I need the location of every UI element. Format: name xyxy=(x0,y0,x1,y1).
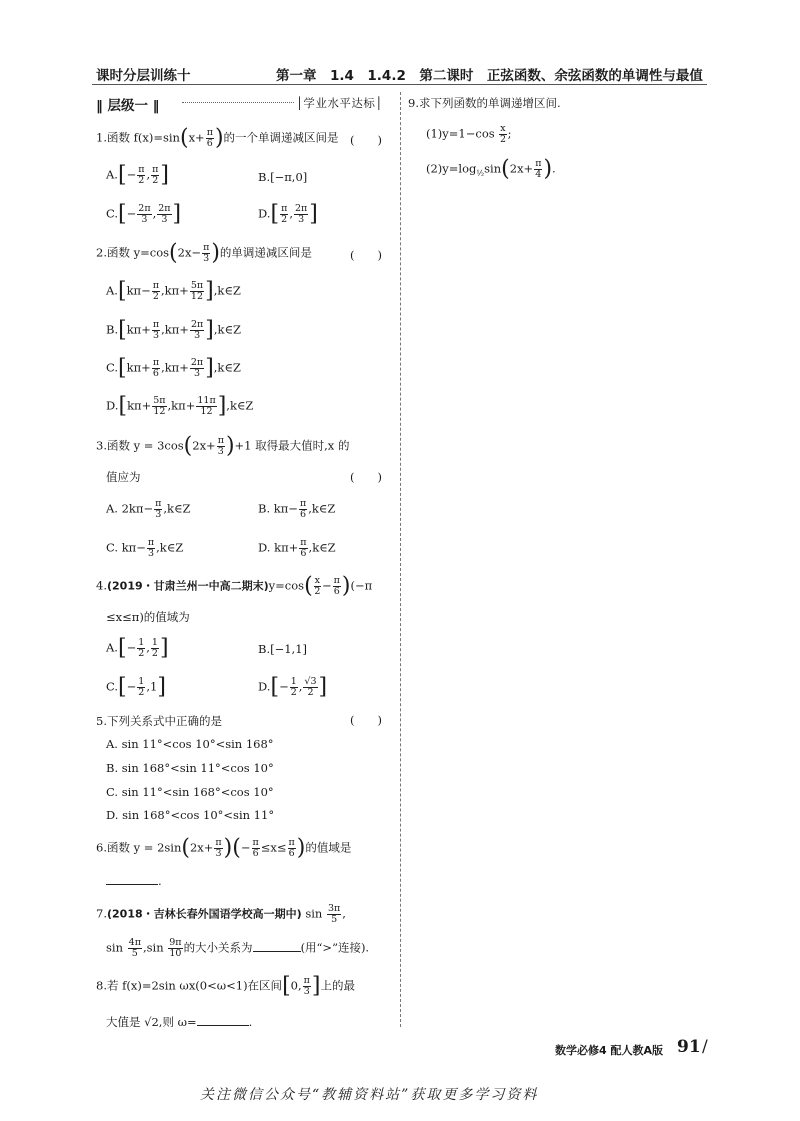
section-leader xyxy=(182,102,294,103)
question-4-option-a: A.[− $\frac{1}{2}$ , $\frac{1}{2}$ ] xyxy=(106,635,169,661)
question-3-option-d: D. kπ+ $\frac{\pi}{6}$ ,k∈Z xyxy=(258,537,336,559)
page-number: 91 xyxy=(677,1037,701,1057)
section-title: ‖ 层级一 ‖ xyxy=(96,98,160,114)
question-2-stem: 2.函数 y=cos(2x− $\frac{\pi}{3}$ )的单调递减区间是 xyxy=(96,240,312,266)
header-left: 课时分层训练十 xyxy=(96,68,191,84)
question-3-stem-cont: 值应为 xyxy=(106,470,141,484)
footer-slash: / xyxy=(702,1037,708,1057)
question-3-answer: ( ) xyxy=(350,470,382,484)
question-2-option-d: D.[kπ+ $\frac{5\pi}{12}$ ,kπ+ $\frac{11\pi}{12}$ ],k∈Z xyxy=(106,393,254,419)
header-rule xyxy=(92,84,707,85)
header-right: 第一章 1.4 1.4.2 第二课时 正弦函数、余弦函数的单调性与最值 xyxy=(276,68,703,84)
question-7-stem-cont: sin $\frac{4\pi}{5}$ ,sin $\frac{9\pi}{10}$ 的大小关系为 (用“>”连接). xyxy=(106,937,370,959)
question-1-answer: ( ) xyxy=(350,133,382,147)
footer-promo-text: 关注微信公众号“教辅资料站”获取更多学习资料 xyxy=(200,1087,539,1103)
question-1-stem: 1.函数 f(x)=sin(x+ $\frac{\pi}{6}$ )的一个单调递减区间是 xyxy=(96,125,339,151)
column-divider xyxy=(400,92,401,1027)
question-6-stem: 6.函数 y = 2sin(2x+ $\frac{\pi}{3}$ )(− $\frac{\pi}{6}$ ≤x≤ $\frac{\pi}{6}$ )的值域是 xyxy=(96,835,352,861)
question-8-blank[interactable] xyxy=(197,1013,249,1026)
question-7-stem: 7.(2018・吉林长春外国语学校高一期中) sin $\frac{3\pi}{5}$ , xyxy=(96,903,346,925)
question-7-blank[interactable] xyxy=(253,939,301,952)
question-1-option-a: A.[− $\frac{\pi}{2}$ , $\frac{\pi}{2}$ ] xyxy=(106,162,169,188)
question-9-part-1: (1)y=1−cos $\frac{x}{2}$ ; xyxy=(426,123,512,145)
question-5-stem: 5.下列关系式中正确的是 xyxy=(96,714,222,728)
question-2-option-b: B.[kπ+ $\frac{\pi}{3}$ ,kπ+ $\frac{2\pi}{3}$ ],k∈Z xyxy=(106,317,241,343)
question-4-option-c: C.[− $\frac{1}{2}$ ,1] xyxy=(106,674,166,700)
question-3-stem: 3.函数 y = 3cos(2x+ $\frac{\pi}{3}$ )+1 取得最大值时,x 的 xyxy=(96,433,350,459)
question-4-option-d: D.[− $\frac{1}{2}$ , $\frac{√3}{2}$ ] xyxy=(258,674,328,700)
question-6-blank[interactable] xyxy=(106,872,158,885)
question-4-option-b: B.[−1,1] xyxy=(258,642,308,656)
question-1-option-d: D.[ $\frac{\pi}{2}$ , $\frac{2\pi}{3}$ ] xyxy=(258,201,318,227)
question-1-option-c: C.[− $\frac{2\pi}{3}$ , $\frac{2\pi}{3}$ ] xyxy=(106,201,182,227)
question-2-option-c: C.[kπ+ $\frac{\pi}{6}$ ,kπ+ $\frac{2\pi}{3}$ ],k∈Z xyxy=(106,355,241,381)
section-label: │学业水平达标│ xyxy=(296,96,383,110)
question-5-answer: ( ) xyxy=(350,713,382,727)
question-9-stem: 9.求下列函数的单调递增区间. xyxy=(408,96,561,110)
question-8-stem: 8.若 f(x)=2sin ωx(0<ω<1)在区间[0, $\frac{\pi}{3}$ ]上的最 xyxy=(96,973,355,999)
question-9-part-2: $(2)y=\log_{\frac{1}{2}}\sin(2x+$ $\frac{\pi}{4}$ ). xyxy=(426,156,556,182)
question-5-option-d: D. sin 168°<cos 10°<sin 11° xyxy=(106,808,275,822)
question-3-option-a: A. 2kπ− $\frac{\pi}{3}$ ,k∈Z xyxy=(106,498,191,520)
question-2-answer: ( ) xyxy=(350,248,382,262)
footer-book-label: 数学必修4 配人教A版 xyxy=(555,1044,663,1057)
question-6-blank-line: . xyxy=(106,872,162,890)
question-1-option-b: B.[−π,0] xyxy=(258,170,308,184)
question-8-stem-cont: 大值是 √2,则 ω= . xyxy=(106,1015,253,1029)
question-4-stem-cont: ≤x≤π)的值域为 xyxy=(106,610,190,624)
question-3-option-b: B. kπ− $\frac{\pi}{6}$ ,k∈Z xyxy=(258,498,336,520)
question-4-stem: 4.(2019・甘肃兰州一中高二期末)y=cos( $\frac{x}{2}$ − $\frac{\pi}{6}$ )(−π xyxy=(96,573,373,599)
question-5-option-c: C. sin 11°<sin 168°<cos 10° xyxy=(106,785,274,799)
question-3-option-c: C. kπ− $\frac{\pi}{3}$ ,k∈Z xyxy=(106,537,184,559)
question-5-option-a: A. sin 11°<cos 10°<sin 168° xyxy=(106,737,274,751)
question-5-option-b: B. sin 168°<sin 11°<cos 10° xyxy=(106,761,274,775)
question-2-option-a: A.[kπ− $\frac{\pi}{2}$ ,kπ+ $\frac{5\pi}{12}$ ],k∈Z xyxy=(106,278,241,304)
